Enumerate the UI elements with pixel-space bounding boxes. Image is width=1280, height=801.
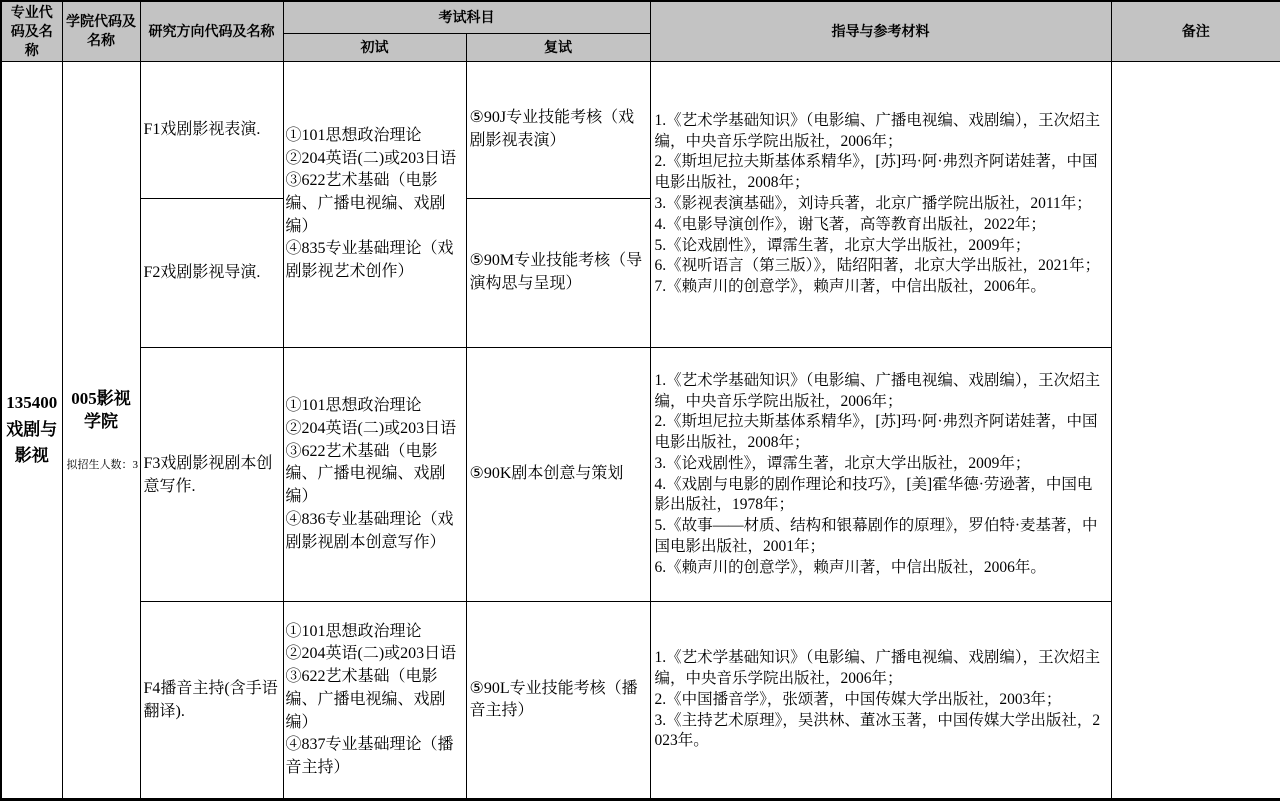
table-header [1, 1, 1280, 61]
direction-f2: F2戏剧影视导演. [140, 198, 283, 347]
list-item: ①101思想政治理论 [285, 622, 422, 640]
direction-f1: F1戏剧影视表演. [140, 61, 283, 198]
table-row-f1 [1, 61, 1280, 198]
list-item: 1.《艺术学基础知识》（电影编、广播电视编、戏剧编），王次炤主编，中央音乐学院出版社，2006年； [654, 371, 1101, 410]
list-item: 5.《论戏剧性》，谭霈生著，北京大学出版社，2009年； [654, 236, 1031, 254]
retest-f1: ⑤90J专业技能考核（戏剧影视表演） [466, 61, 650, 198]
program-code-cell [1, 61, 62, 800]
list-item: 3.《影视表演基础》，刘诗兵著，北京广播学院出版社，2011年； [654, 194, 1092, 212]
list-item: ④836专业基础理论（戏剧影视剧本创意写作） [285, 510, 454, 551]
list-item: ④835专业基础理论（戏剧影视艺术创作） [285, 240, 454, 281]
retest-f4: ⑤90L专业技能考核（播音主持） [466, 602, 650, 800]
references-f4 [650, 602, 1111, 800]
list-item: 2.《中国播音学》，张颂著，中国传媒大学出版社，2003年； [654, 690, 1062, 708]
college-quota: 拟招生人数：3 [66, 458, 138, 471]
college-name: 005影视学院 [71, 388, 131, 431]
list-item: 4.《电影导演创作》，谢飞著，高等教育出版社，2022年； [654, 215, 1046, 233]
references-f1-f2 [650, 61, 1111, 347]
remarks-cell [1111, 61, 1280, 800]
list-item: 3.《主持艺术原理》，吴洪林、董冰玉著，中国传媒大学出版社，2023年。 [654, 711, 1101, 750]
list-item: 2.《斯坦尼拉夫斯基体系精华》，[苏]玛·阿·弗烈齐阿诺娃著，中国电影出版社，2008年； [654, 153, 1098, 192]
list-item: 7.《赖声川的创意学》，赖声川著，中信出版社，2006年。 [654, 278, 1046, 296]
initial-exam-f3 [283, 348, 466, 602]
table-row-f3 [1, 348, 1280, 602]
list-item: ①101思想政治理论 [285, 126, 422, 144]
list-item: 6.《赖声川的创意学》，赖声川著，中信出版社，2006年。 [654, 558, 1046, 576]
list-item: 2.《斯坦尼拉夫斯基体系精华》，[苏]玛·阿·弗烈齐阿诺娃著，中国电影出版社，2008年； [654, 413, 1098, 452]
retest-f3: ⑤90K剧本创意与策划 [466, 348, 650, 602]
list-item: ③622艺术基础（电影编、广播电视编、戏剧编） [285, 442, 446, 506]
references-f3 [650, 348, 1111, 602]
college-cell [62, 61, 140, 800]
list-item: 1.《艺术学基础知识》（电影编、广播电视编、戏剧编），王次炤主编，中央音乐学院出版社，2006年； [654, 649, 1101, 688]
retest-f2: ⑤90M专业技能考核（导演构思与呈现） [466, 198, 650, 347]
list-item: 4.《戏剧与电影的剧作理论和技巧》，[美]霍华德·劳逊著，中国电影出版社，1978年； [654, 475, 1093, 514]
program-name: 戏剧与影视 [6, 419, 58, 466]
header-materials: 指导与参考材料 [650, 1, 1111, 61]
direction-f3: F3戏剧影视剧本创意写作. [140, 348, 283, 602]
list-item: 6.《视听语言（第三版）》，陆绍阳著，北京大学出版社，2021年； [654, 257, 1101, 275]
list-item: 3.《论戏剧性》，谭霈生著，北京大学出版社，2009年； [654, 454, 1031, 472]
header-initial-exam: 初试 [283, 34, 466, 62]
list-item: ④837专业基础理论（播音主持） [285, 736, 454, 777]
list-item: ①101思想政治理论 [285, 397, 422, 415]
list-item: ③622艺术基础（电影编、广播电视编、戏剧编） [285, 668, 446, 731]
header-college-code: 学院代码及名称 [62, 1, 140, 61]
header-program-code: 专业代码及名称 [1, 1, 62, 61]
header-retest: 复试 [466, 34, 650, 62]
list-item: ②204英语(二)或203日语 [285, 645, 457, 663]
list-item: 1.《艺术学基础知识》（电影编、广播电视编、戏剧编），王次炤主编，中央音乐学院出版社，2006年； [654, 111, 1101, 150]
program-code: 135400 [6, 393, 58, 413]
initial-exam-f1-f2 [283, 61, 466, 347]
list-item: 5.《故事——材质、结构和银幕剧作的原理》，罗伯特·麦基著，中国电影出版社，2001年； [654, 517, 1098, 555]
direction-f4: F4播音主持(含手语翻译). [140, 602, 283, 800]
table-row-f4 [1, 602, 1280, 800]
header-exam-subjects: 考试科目 [283, 1, 650, 34]
list-item: ②204英语(二)或203日语 [285, 419, 457, 437]
list-item: ②204英语(二)或203日语 [285, 149, 457, 167]
header-remarks: 备注 [1111, 1, 1280, 61]
list-item: ③622艺术基础（电影编、广播电视编、戏剧编） [285, 172, 446, 235]
initial-exam-f4 [283, 602, 466, 800]
header-direction-code: 研究方向代码及名称 [140, 1, 283, 61]
